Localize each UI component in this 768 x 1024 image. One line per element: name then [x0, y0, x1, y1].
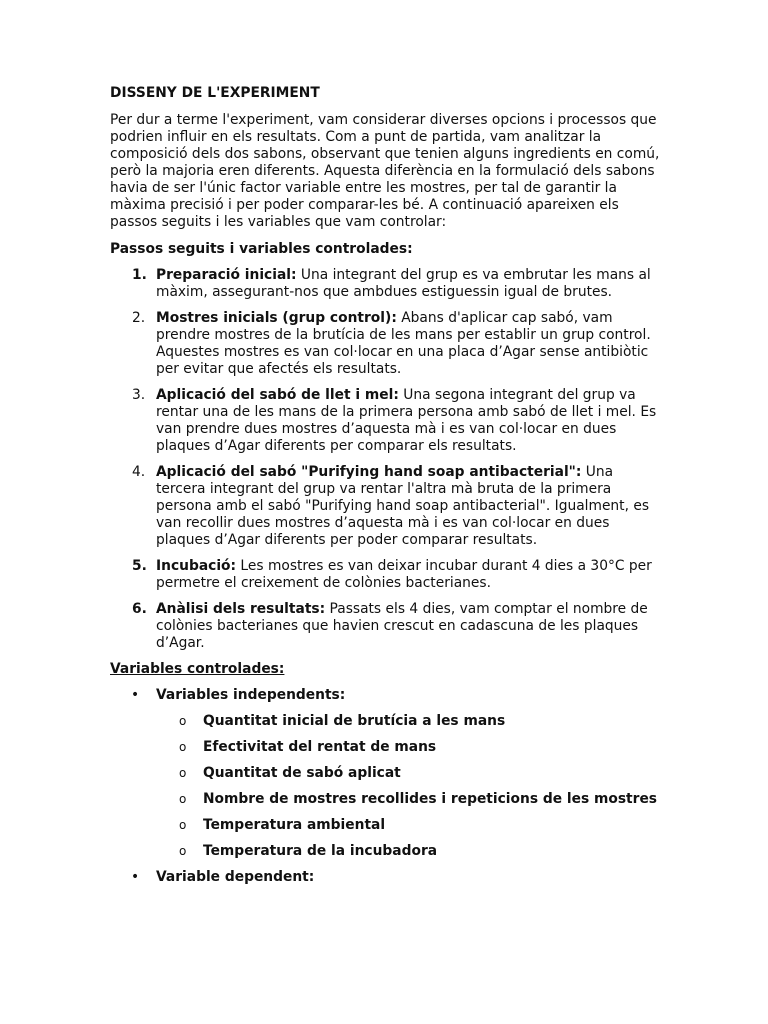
step-text: Les mostres es van deixar incubar durant 4 dies a 30°C per permetre el creixement de colònies bacterianes. [156, 558, 652, 591]
list-item [156, 713, 660, 730]
circle-bullet-icon: o [179, 766, 187, 780]
circle-bullet-icon: o [179, 740, 187, 754]
step-text: Una segona integrant del grup va rentar una de les mans de la primera persona amb sabó de llet i mel. Es van prendre dues mostres d’aquesta mà i es van col·locar en dues plaques d’Agar diferents per comparar els resultats. [156, 387, 657, 454]
circle-bullet-icon: o [179, 844, 187, 858]
list-item [156, 791, 660, 808]
step-number: 2. [132, 310, 146, 326]
circle-bullet-icon: o [179, 714, 187, 728]
step-item [110, 310, 660, 378]
variable-group-label: Variables independents: [156, 687, 346, 703]
variable-item: Temperatura ambiental [203, 817, 386, 833]
step-title: Aplicació del sabó de llet i mel: [156, 387, 399, 403]
document-page [110, 85, 660, 895]
variable-item: Quantitat inicial de brutícia a les mans [203, 713, 506, 729]
step-title: Incubació: [156, 558, 237, 574]
variable-group [110, 687, 660, 860]
steps-heading: Passos seguits i variables controlades: [110, 241, 413, 257]
step-item [110, 558, 660, 592]
intro-paragraph: Per dur a terme l'experiment, vam considerar diverses opcions i processos que podrien influir en els resultats. Com a punt de partida, vam analitzar la composició dels dos sabons, observant que tenien alguns ingredients en comú, però la majoria eren diferents. Aquesta diferència en la formulació dels sabons havia de ser l'únic factor variable entre les mostres, per tal de garantir la màxima precisió i per poder comparar-les bé. A continuació apareixen els passos seguits i les variables que vam controlar: [110, 112, 660, 230]
step-title: Preparació inicial: [156, 267, 297, 283]
document-title: DISSENY DE L'EXPERIMENT [110, 85, 320, 101]
step-title: Aplicació del sabó "Purifying hand soap antibacterial": [156, 464, 582, 480]
variables-list [110, 687, 660, 886]
circle-bullet-icon: o [179, 792, 187, 806]
step-text: Una tercera integrant del grup va rentar l'altra mà bruta de la primera persona amb el sabó "Purifying hand soap antibacterial". Igualment, es van recollir dues mostres d’aquesta mà i es van col·locar en dues plaques d’Agar diferents per poder comparar resultats. [156, 464, 650, 548]
step-text: Abans d'aplicar cap sabó, vam prendre mostres de la brutícia de les mans per establir un grup control. Aquestes mostres es van col·locar en una placa d’Agar sense antibiòtic per evitar que afectés els resultats. [156, 310, 651, 377]
independent-variables-list [156, 713, 660, 860]
step-item [110, 387, 660, 455]
list-item [156, 765, 660, 782]
step-item [110, 464, 660, 549]
variable-group [110, 869, 660, 886]
steps-list [110, 267, 660, 652]
step-item [110, 601, 660, 652]
step-number: 4. [132, 464, 146, 480]
bullet-icon: • [131, 869, 140, 885]
step-number: 5. [132, 558, 147, 574]
step-number: 1. [132, 267, 147, 283]
list-item [156, 843, 660, 860]
step-text: Passats els 4 dies, vam comptar el nombre de colònies bacterianes que havien crescut en cadascuna de les plaques d’Agar. [156, 601, 648, 651]
step-number: 3. [132, 387, 146, 403]
step-number: 6. [132, 601, 147, 617]
variable-item: Efectivitat del rentat de mans [203, 739, 437, 755]
step-title: Anàlisi dels resultats: [156, 601, 326, 617]
variable-item: Temperatura de la incubadora [203, 843, 438, 859]
step-item [110, 267, 660, 301]
step-title: Mostres inicials (grup control): [156, 310, 397, 326]
variables-heading: Variables controlades: [110, 661, 285, 677]
variable-item: Quantitat de sabó aplicat [203, 765, 401, 781]
variable-group-label: Variable dependent: [156, 869, 315, 885]
bullet-icon: • [131, 687, 140, 703]
circle-bullet-icon: o [179, 818, 187, 832]
list-item [156, 817, 660, 834]
step-text: Una integrant del grup es va embrutar les mans al màxim, assegurant-nos que ambdues estiguessin igual de brutes. [156, 267, 651, 300]
variable-item: Nombre de mostres recollides i repeticions de les mostres [203, 791, 658, 807]
list-item [156, 739, 660, 756]
